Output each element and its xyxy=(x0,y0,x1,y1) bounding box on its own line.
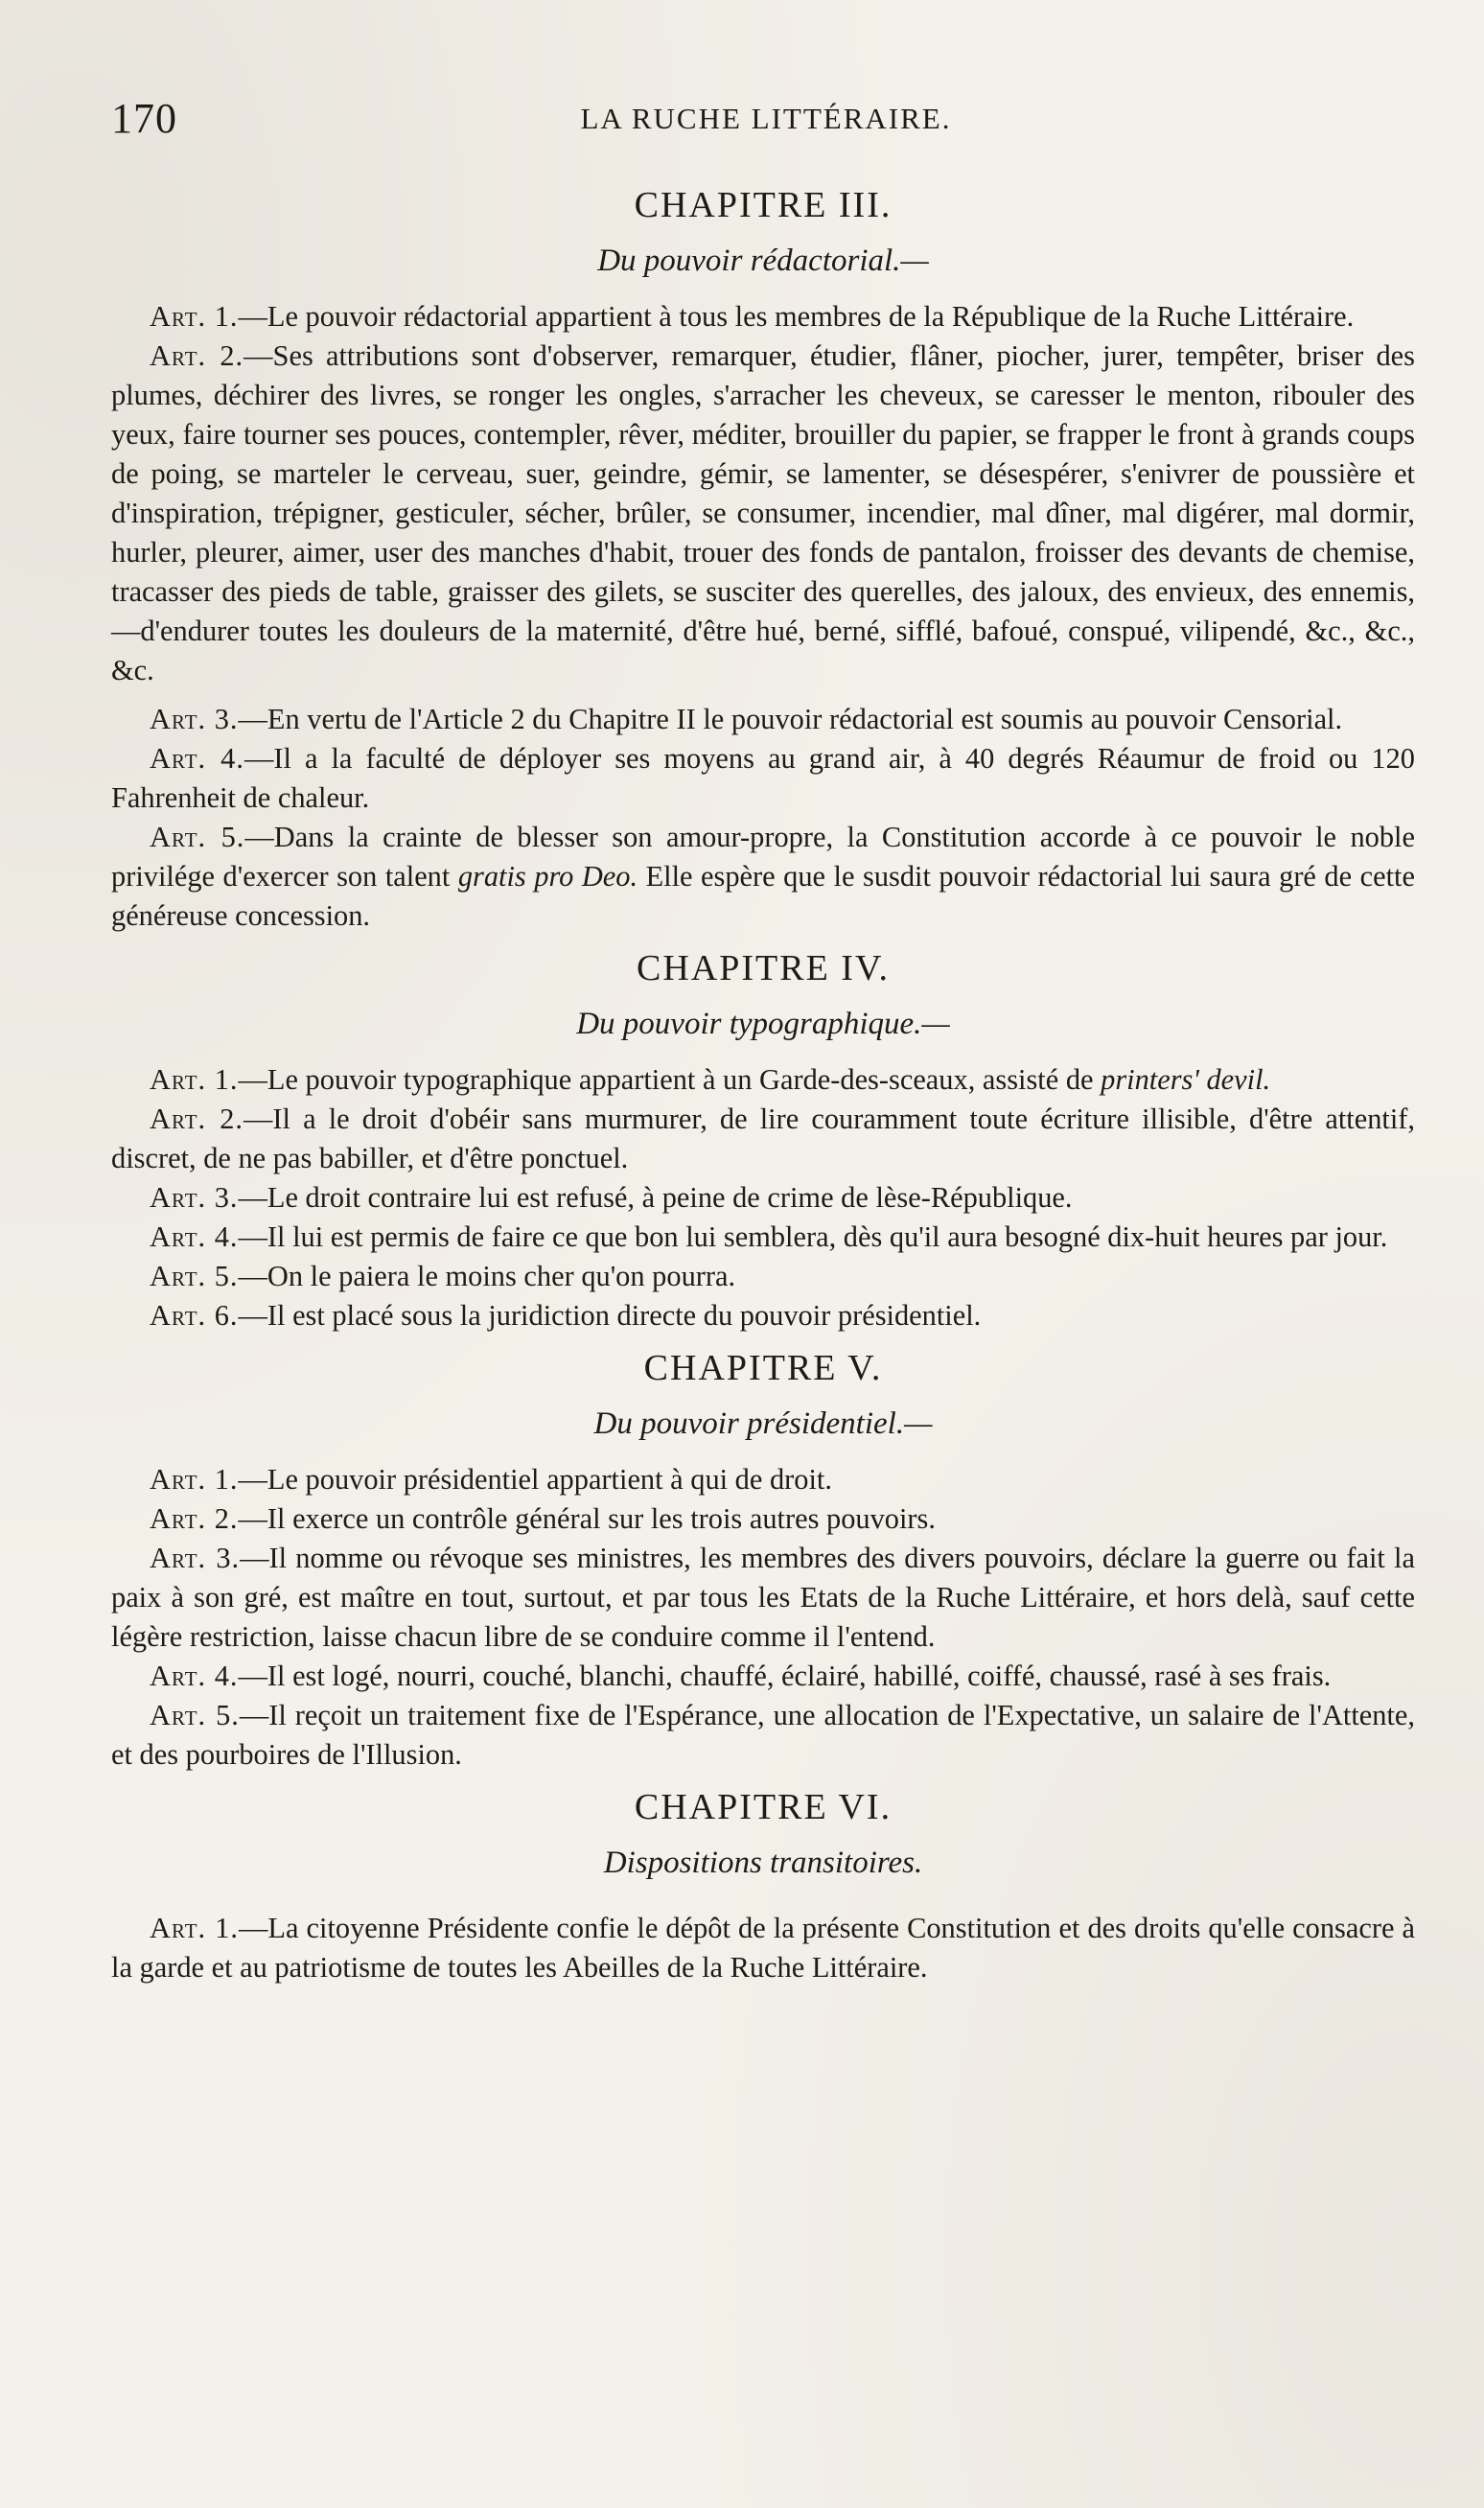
article-text: —Dans la crainte de blesser son amour-propre, la Constitution accorde à ce pouvoir le noble privilége d'exercer son talent xyxy=(111,821,1415,893)
chapter-heading: CHAPITRE VI. xyxy=(634,1787,893,1827)
article-label: Art. 2. xyxy=(150,339,244,372)
body-text xyxy=(111,173,1415,1987)
chapter-heading: CHAPITRE III. xyxy=(634,185,893,225)
article-label: Art. 6. xyxy=(150,1299,239,1332)
article-text: —Il a le droit d'obéir sans murmurer, de lire couramment toute écriture illisible, d'être attentif, discret, de ne pas babiller, et d'être ponctuel. xyxy=(111,1103,1415,1174)
article xyxy=(111,1218,1415,1257)
article-text: Elle espère que le susdit pouvoir rédactorial lui saura gré de cette généreuse concession. xyxy=(111,860,1415,932)
article-text: —Il nomme ou révoque ses ministres, les membres des divers pouvoirs, déclare la guerre ou fait la paix à son gré, est maître en tout, surtout, et par tous les Etats de la Ruche Littéraire, et hors delà, sauf cette légère restriction, laisse chacun libre de se conduire comme il l'entend. xyxy=(111,1542,1415,1653)
article-label: Art. 3. xyxy=(150,703,239,735)
article xyxy=(111,739,1415,818)
article xyxy=(111,1178,1415,1218)
chapter-5 xyxy=(111,1343,1415,1775)
article-label: Art. 4. xyxy=(150,1220,239,1253)
chapter-heading: CHAPITRE V. xyxy=(643,1348,883,1388)
article xyxy=(111,1909,1415,1987)
article xyxy=(111,1100,1415,1178)
article xyxy=(111,1696,1415,1775)
article-text: —Il est logé, nourri, couché, blanchi, chauffé, éclairé, habillé, coiffé, chaussé, rasé à ses frais. xyxy=(238,1660,1332,1692)
article-label: Art. 3. xyxy=(150,1181,239,1214)
article xyxy=(111,1060,1415,1100)
article-text: —Il lui est permis de faire ce que bon lui semblera, dès qu'il aura besogné dix-huit heures par jour. xyxy=(238,1220,1388,1253)
article-text: —Il a la faculté de déployer ses moyens au grand air, à 40 degrés Réaumur de froid ou 120 Fahrenheit de chaleur. xyxy=(111,742,1415,814)
article xyxy=(111,818,1415,936)
article-label: Art. 1. xyxy=(150,1912,239,1944)
article xyxy=(111,337,1415,690)
article-text: —Le pouvoir rédactorial appartient à tous les membres de la République de la Ruche Littéraire. xyxy=(238,300,1355,333)
article-text: —Le pouvoir typographique appartient à un Garde-des-sceaux, assisté de xyxy=(238,1063,1101,1096)
chapter-heading: CHAPITRE IV. xyxy=(637,948,890,988)
article-label: Art. 5. xyxy=(150,1699,240,1731)
article-label: Art. 1. xyxy=(150,1463,239,1496)
article-text: —Il est placé sous la juridiction directe du pouvoir présidentiel. xyxy=(238,1299,982,1332)
article xyxy=(111,1539,1415,1657)
chapter-subtitle: Du pouvoir rédactorial.— xyxy=(597,244,929,278)
article-text: —Ses attributions sont d'observer, remarquer, étudier, flâner, piocher, jurer, tempêter, briser des plumes, déchirer des livres, se ronger les ongles, s'arracher les cheveux, se caresser le menton, ribouler des yeux, faire tourner ses pouces, contempler, rêver, méditer, brouiller du papier, se frapper le front à grands coups de poing, se marteler le cerveau, suer, geindre, gémir, se lamenter, se désespérer, s'enivrer de poussière et d'inspiration, trépigner, gesticuler, sécher, brûler, se consumer, incendier, mal dîner, mal digérer, mal dormir, hurler, pleurer, aimer, user des manches d'habit, trouer des fonds de pantalon, froisser des devants de chemise, tracasser des pieds de table, graisser des gilets, se susciter des querelles, des jaloux, des envieux, des ennemis,—d'endurer toutes les douleurs de la maternité, d'être hué, berné, sifflé, bafoué, conspué, vilipendé, &c., &c., &c. xyxy=(111,339,1416,686)
article-text: —En vertu de l'Article 2 du Chapitre II le pouvoir rédactorial est soumis au pouvoir Censorial. xyxy=(238,703,1343,735)
article-label: Art. 4. xyxy=(150,1660,239,1692)
chapter-subtitle: Dispositions transitoires. xyxy=(603,1846,923,1880)
article-label: Art. 1. xyxy=(150,300,239,333)
article-label: Art. 5. xyxy=(150,1260,239,1292)
article-italic-text: printers' devil. xyxy=(1101,1063,1271,1096)
article-text: —La citoyenne Présidente confie le dépôt de la présente Constitution et des droits qu'elle consacre à la garde et au patriotisme de toutes les Abeilles de la Ruche Littéraire. xyxy=(111,1912,1416,1984)
article xyxy=(111,1460,1415,1499)
chapter-3 xyxy=(111,180,1415,936)
chapter-subtitle: Du pouvoir présidentiel.— xyxy=(593,1406,933,1441)
article-text: —On le paiera le moins cher qu'on pourra. xyxy=(238,1260,736,1292)
running-title: LA RUCHE LITTÉRAIRE. xyxy=(580,102,952,135)
article xyxy=(111,297,1415,337)
article-label: Art. 3. xyxy=(150,1542,241,1574)
page-header xyxy=(111,94,1421,151)
article-label: Art. 5. xyxy=(150,821,245,853)
article-label: Art. 2. xyxy=(150,1103,244,1135)
article-label: Art. 4. xyxy=(150,742,244,775)
article xyxy=(111,1499,1415,1539)
article xyxy=(111,1257,1415,1296)
article-text: —Le droit contraire lui est refusé, à peine de crime de lèse-République. xyxy=(238,1181,1073,1214)
article xyxy=(111,700,1415,739)
chapter-subtitle: Du pouvoir typographique.— xyxy=(576,1007,950,1041)
article xyxy=(111,1296,1415,1335)
article-text: —Il reçoit un traitement fixe de l'Espérance, une allocation de l'Expectative, un salaire de l'Attente, et des pourboires de l'Illusion. xyxy=(111,1699,1415,1771)
article-label: Art. 1. xyxy=(150,1063,239,1096)
chapter-4 xyxy=(111,943,1415,1335)
article-text: —Il exerce un contrôle général sur les trois autres pouvoirs. xyxy=(238,1502,936,1535)
article xyxy=(111,1657,1415,1696)
article-label: Art. 2. xyxy=(150,1502,239,1535)
article-text: —Le pouvoir présidentiel appartient à qui de droit. xyxy=(238,1463,832,1496)
chapter-6 xyxy=(111,1782,1415,1987)
article-italic-text: gratis pro Deo. xyxy=(457,860,638,893)
page-number: 170 xyxy=(111,95,177,142)
